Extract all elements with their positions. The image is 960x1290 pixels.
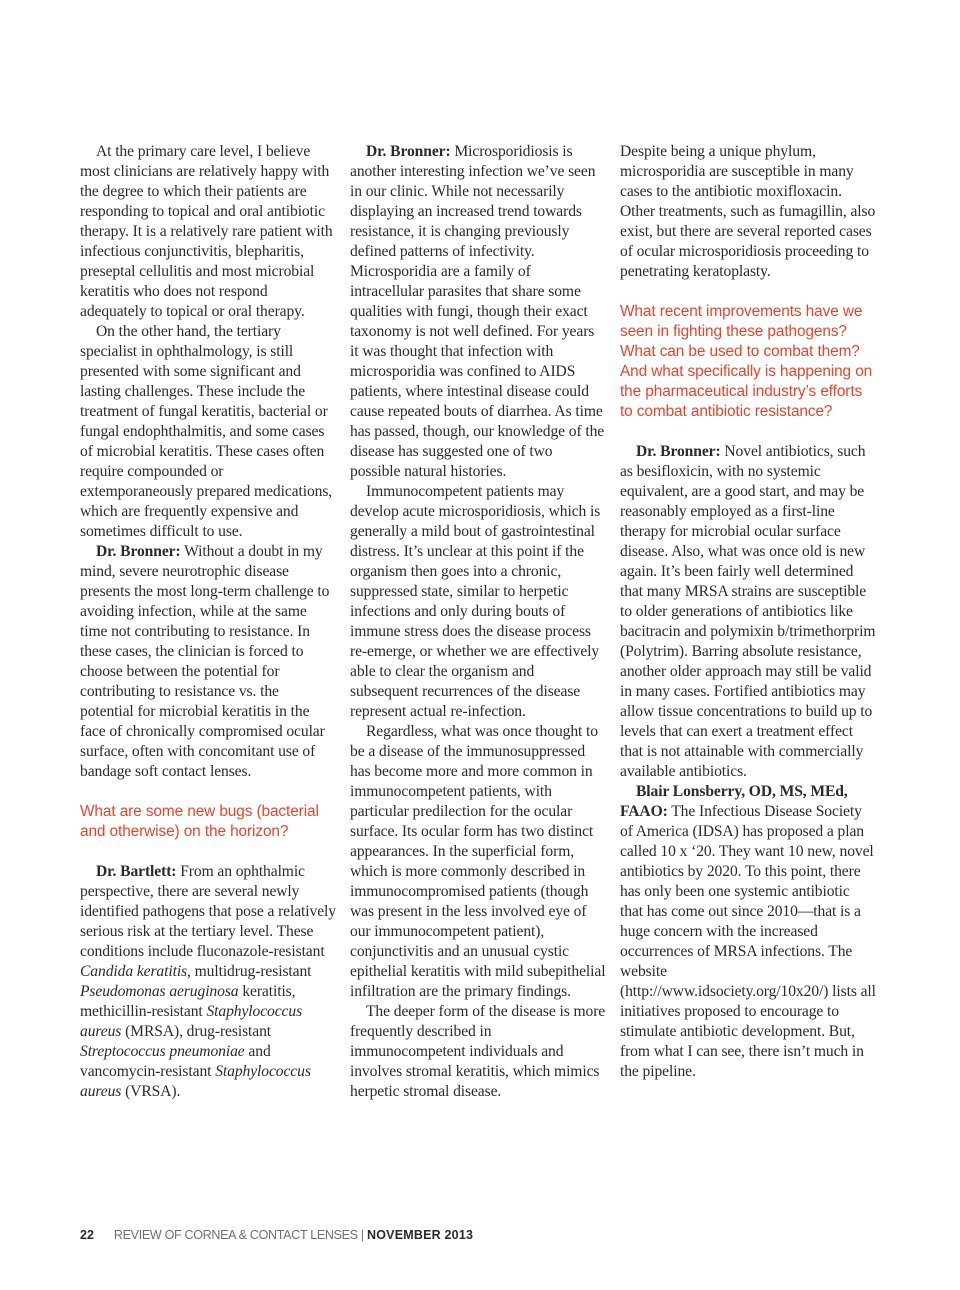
paragraph-text: (VRSA). <box>125 1083 181 1100</box>
paragraph-text: Without a doubt in my mind, severe neurotrophic disease presents the most long-term challenge to avoiding infection, while at the same time not contributing to resistance. In these cases, the clinician is forced to choose between the potential for contributing to resistance vs. the potential for microbial keratitis in the face of chronically compromised ocular surface, often with concomitant use of bandage soft contact lenses. <box>80 543 330 780</box>
pathogen-name: Streptococcus pneumoniae <box>80 1043 245 1060</box>
page-number: 22 <box>80 1228 94 1242</box>
speaker-name: Dr. Bronner: <box>96 543 181 560</box>
speaker-name: Dr. Bartlett: <box>96 863 177 880</box>
paragraph <box>80 542 336 782</box>
paragraph-text: and vancomycin-resistant <box>80 1043 271 1080</box>
issue-date: NOVEMBER 2013 <box>367 1228 474 1242</box>
paragraph-text: Microsporidiosis is another interesting infection we’ve seen in our clinic. While not necessarily displaying an increased trend towards resistance, it is changing previously defined patterns of infectivity. Microsporidia are a family of intracellular parasites that share some qualities with fungi, though their exact taxonomy is not well defined. For years it was thought that infection with microsporidia was confined to AIDS patients, where intestinal disease could cause repeated bouts of diarrhea. As time has passed, though, our knowledge of the disease has suggested one of two possible natural histories. <box>350 143 605 480</box>
paragraph: Immunocompetent patients may develop acute microsporidiosis, which is generally a mild bout of gastrointestinal distress. It’s unclear at this point if the organism then goes into a chronic, suppressed state, similar to herpetic infections and only during bouts of immune stress does the disease process re-emerge, or whether we are effectively able to clear the organism and subsequent recurrences of the disease represent actual re-infection. <box>350 483 601 720</box>
speaker-name: Dr. Bronner: <box>366 143 451 160</box>
paragraph-text: (MRSA), drug-resistant <box>125 1023 272 1040</box>
paragraph-text: The Infectious Disease Society of America (IDSA) has proposed a plan called 10 x ‘20. They want 10 new, novel antibiotics by 2020. To this point, there has only been one systemic antibiotic that has come out since 2010—that is a huge concern with the increased occurrences of MRSA infections. The website (http://www.idsociety.org/10x20/) lists all initiatives proposed to encourage to stimulate antibiotic development. But, from what I can see, there isn’t much in the pipeline. <box>620 803 876 1080</box>
paragraph <box>620 442 876 782</box>
speaker-name: Blair Lonsberry, OD, MS, MEd, FAAO: <box>620 783 848 820</box>
footer-separator: | <box>360 1228 365 1242</box>
paragraph-text: keratitis, methicillin-resistant <box>80 983 296 1020</box>
column-1 <box>80 142 336 1102</box>
paragraph: The deeper form of the disease is more frequently described in immunocompetent individuals and involves stromal keratitis, which mimics herpetic stromal disease. <box>350 1003 606 1100</box>
speaker-name: Dr. Bronner: <box>636 443 721 460</box>
paragraph: At the primary care level, I believe most clinicians are relatively happy with the degree to which their patients are responding to topical and oral antibiotic therapy. It is a relatively rare patient with infectious conjunctivitis, blepharitis, preseptal cellulitis and most microbial keratitis who does not respond adequately to topical or oral therapy. <box>80 143 333 320</box>
column-3 <box>620 142 876 1082</box>
paragraph <box>350 142 606 482</box>
pathogen-name: Candida keratitis <box>80 963 188 980</box>
question-heading: What are some new bugs (bacterial and otherwise) on the horizon? <box>80 803 319 840</box>
publication-name: REVIEW OF CORNEA & CONTACT LENSES <box>113 1228 358 1242</box>
paragraph: On the other hand, the tertiary specialist in ophthalmology, is still presented with some significant and lasting challenges. These include the treatment of fungal keratitis, bacterial or fungal endophthalmitis, and some cases of microbial keratitis. These cases often require compounded or extemporaneously prepared medications, which are frequently expensive and sometimes difficult to use. <box>80 323 333 540</box>
paragraph <box>80 862 336 1102</box>
paragraph <box>620 782 876 1082</box>
paragraph: Despite being a unique phylum, microsporidia are susceptible in many cases to the antibiotic moxifloxacin. Other treatments, such as fumagillin, also exist, but there are several reported cases of ocular microsporidiosis proceeding to penetrating keratoplasty. <box>620 143 876 280</box>
paragraph-text: Novel antibiotics, such as besifloxicin, with no systemic equivalent, are a good start, and may be reasonably employed as a first-line therapy for microbial ocular surface disease. Also, what was once old is new again. It’s been fairly well determined that many MRSA strains are susceptible to older generations of antibiotics like bacitracin and polymixin b/trimethorprim (Polytrim). Barring absolute resistance, another older approach may still be valid in many cases. Fortified antibiotics may allow tissue concentrations to build up to levels that can exert a treatment effect that is not attainable with commercially available antibiotics. <box>620 443 876 780</box>
pathogen-name: Staphylococcus aureus <box>80 1003 303 1040</box>
pathogen-name: Staphylococcus aureus <box>80 1063 311 1100</box>
page-footer <box>80 1228 473 1242</box>
paragraph-text: , multidrug-resistant <box>187 963 312 980</box>
pathogen-name: Pseudomonas aeruginosa <box>80 983 239 1000</box>
paragraph-text: From an ophthalmic perspective, there are several newly identified pathogens that pose a relatively serious risk at the tertiary level. These conditions include fluconazole-resistant <box>80 863 336 960</box>
paragraph: Regardless, what was once thought to be a disease of the immunosuppressed has become more and more common in immunocompetent patients, with particular predilection for the ocular surface. Its ocular form has two distinct appearances. In the superficial form, which is more commonly described in immunocompromised patients (though was present in the less involved eye of our immunocompetent patient), conjunctivitis and an unusual cystic epithelial keratitis with mild subepithelial infiltration are the primary findings. <box>350 723 606 1000</box>
column-2 <box>350 142 606 1102</box>
question-heading: What recent improvements have we seen in fighting these pathogens? What can be used to combat them? And what specifically is happening on the pharmaceutical industry’s efforts to combat antibiotic resistance? <box>620 303 873 420</box>
